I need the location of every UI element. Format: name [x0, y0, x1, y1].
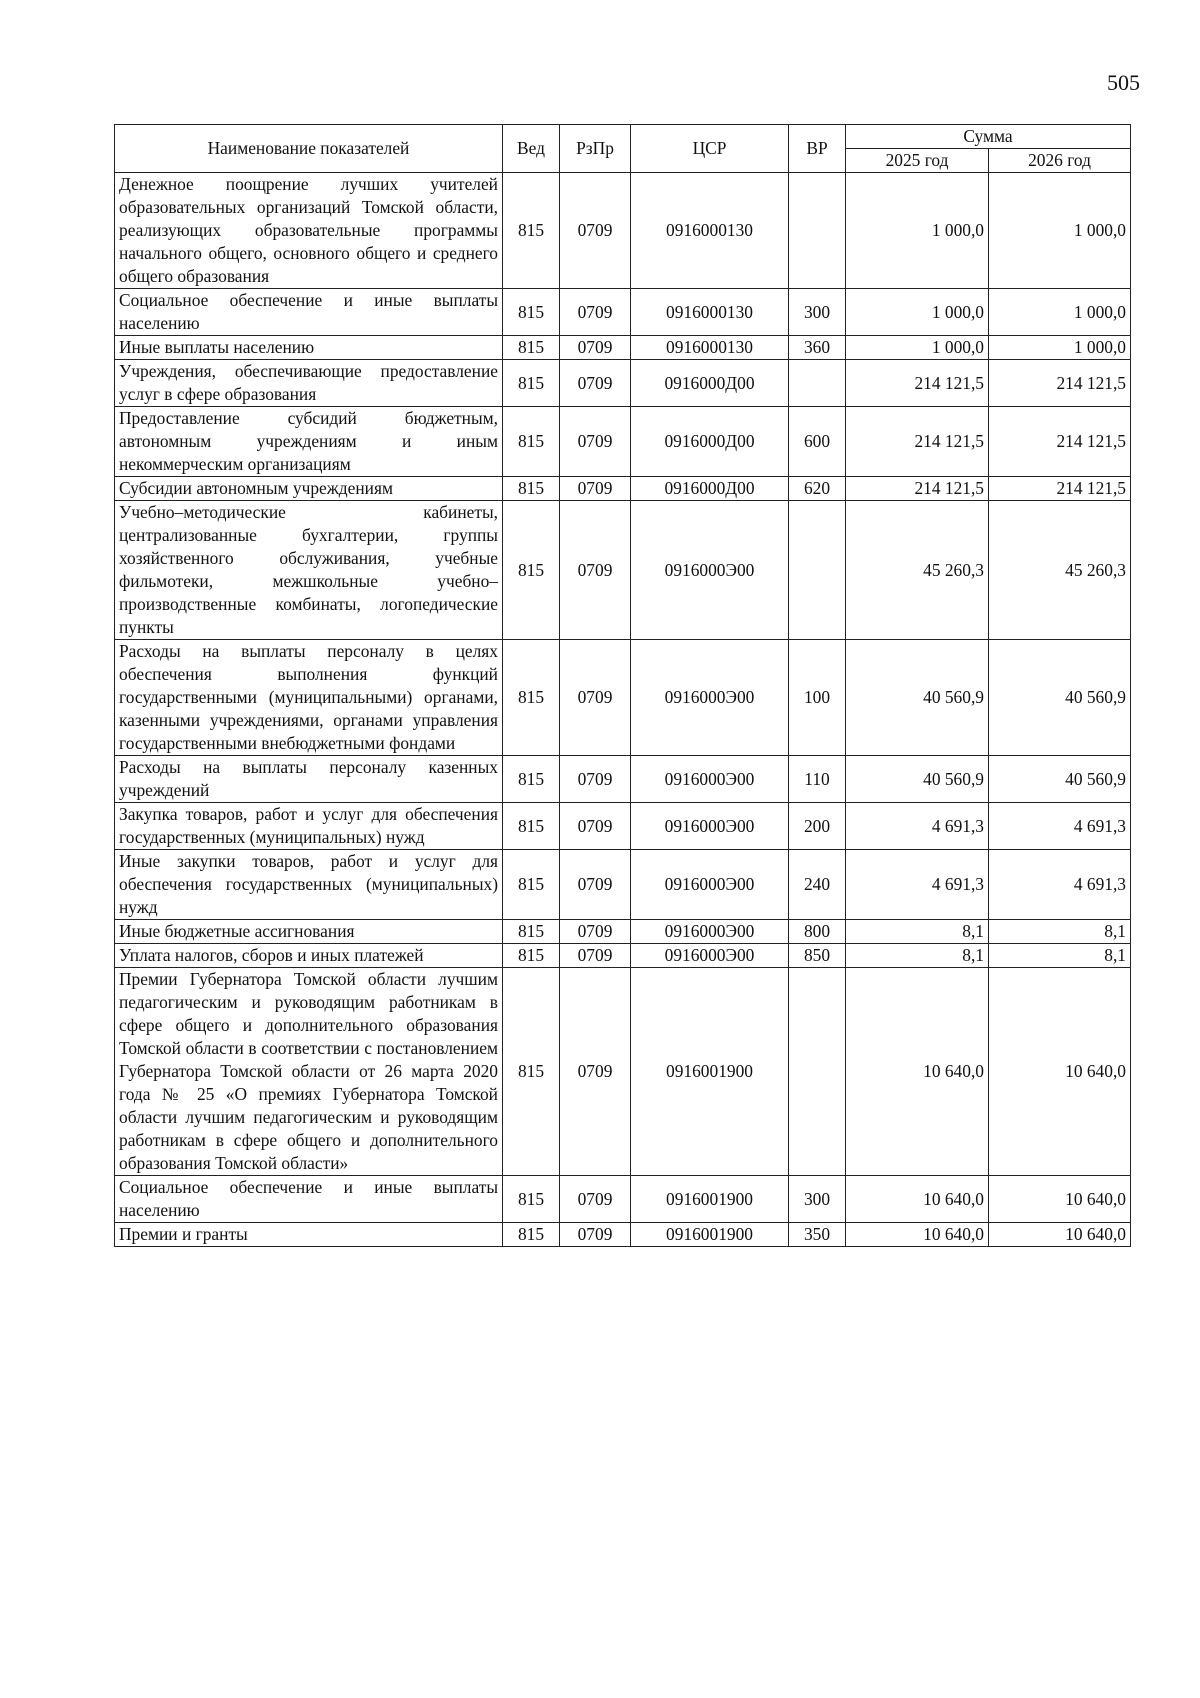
cell-rzpr: 0709 [560, 944, 631, 968]
cell-csr: 0916000Э00 [631, 920, 789, 944]
cell-vr: 240 [789, 850, 846, 920]
cell-ved: 815 [503, 360, 560, 407]
cell-rzpr: 0709 [560, 173, 631, 289]
cell-ved: 815 [503, 501, 560, 640]
cell-vr [789, 173, 846, 289]
budget-table [114, 124, 1131, 1247]
cell-ved: 815 [503, 640, 560, 756]
cell-vr: 100 [789, 640, 846, 756]
cell-name: Закупка товаров, работ и услуг для обеспечения государственных (муниципальных) нужд [115, 803, 503, 850]
cell-2026: 45 260,3 [989, 501, 1131, 640]
cell-csr: 0916000130 [631, 173, 789, 289]
header-2026: 2026 год [989, 149, 1131, 173]
cell-name: Премии и гранты [115, 1223, 503, 1247]
cell-2026: 40 560,9 [989, 756, 1131, 803]
cell-name: Субсидии автономным учреждениям [115, 477, 503, 501]
page-number: 505 [1107, 70, 1140, 95]
cell-vr: 110 [789, 756, 846, 803]
cell-2025: 40 560,9 [846, 640, 989, 756]
cell-rzpr: 0709 [560, 850, 631, 920]
cell-vr: 300 [789, 289, 846, 336]
cell-name: Денежное поощрение лучших учителей образовательных организаций Томской области, реализующих образовательные программы начального общего, основного общего и среднего общего образования [115, 173, 503, 289]
header-vr: ВР [789, 125, 846, 173]
cell-rzpr: 0709 [560, 501, 631, 640]
cell-csr: 0916000Д00 [631, 477, 789, 501]
header-sum: Сумма [846, 125, 1131, 149]
cell-ved: 815 [503, 477, 560, 501]
cell-ved: 815 [503, 920, 560, 944]
cell-vr: 800 [789, 920, 846, 944]
cell-ved: 815 [503, 1176, 560, 1223]
cell-csr: 0916001900 [631, 968, 789, 1176]
cell-ved: 815 [503, 968, 560, 1176]
table-row [115, 920, 1131, 944]
cell-rzpr: 0709 [560, 803, 631, 850]
cell-2026: 10 640,0 [989, 1223, 1131, 1247]
cell-vr: 600 [789, 407, 846, 477]
cell-2026: 1 000,0 [989, 336, 1131, 360]
table-row [115, 1176, 1131, 1223]
cell-vr: 350 [789, 1223, 846, 1247]
cell-2026: 40 560,9 [989, 640, 1131, 756]
cell-2025: 10 640,0 [846, 1223, 989, 1247]
table-row [115, 640, 1131, 756]
cell-ved: 815 [503, 944, 560, 968]
cell-rzpr: 0709 [560, 360, 631, 407]
cell-rzpr: 0709 [560, 289, 631, 336]
table-row [115, 360, 1131, 407]
cell-2026: 214 121,5 [989, 477, 1131, 501]
table-row [115, 756, 1131, 803]
header-ved: Вед [503, 125, 560, 173]
cell-2026: 1 000,0 [989, 173, 1131, 289]
cell-2025: 1 000,0 [846, 289, 989, 336]
table-row [115, 850, 1131, 920]
cell-name: Учреждения, обеспечивающие предоставление услуг в сфере образования [115, 360, 503, 407]
cell-rzpr: 0709 [560, 477, 631, 501]
cell-ved: 815 [503, 289, 560, 336]
cell-csr: 0916000Э00 [631, 640, 789, 756]
cell-name: Расходы на выплаты персоналу в целях обеспечения выполнения функций государственными (муниципальными) органами, казенными учреждениями, органами управления государственными внебюджетными фондами [115, 640, 503, 756]
cell-2025: 4 691,3 [846, 850, 989, 920]
cell-2025: 214 121,5 [846, 360, 989, 407]
cell-vr [789, 501, 846, 640]
cell-name: Социальное обеспечение и иные выплаты населению [115, 289, 503, 336]
cell-ved: 815 [503, 336, 560, 360]
header-rzpr: РзПр [560, 125, 631, 173]
cell-ved: 815 [503, 756, 560, 803]
cell-csr: 0916000Э00 [631, 944, 789, 968]
cell-vr: 200 [789, 803, 846, 850]
cell-rzpr: 0709 [560, 1223, 631, 1247]
cell-csr: 0916000Э00 [631, 850, 789, 920]
cell-2025: 45 260,3 [846, 501, 989, 640]
cell-2026: 214 121,5 [989, 360, 1131, 407]
cell-csr: 0916001900 [631, 1223, 789, 1247]
cell-2025: 214 121,5 [846, 477, 989, 501]
table-row [115, 968, 1131, 1176]
cell-vr: 620 [789, 477, 846, 501]
table-row [115, 803, 1131, 850]
cell-rzpr: 0709 [560, 336, 631, 360]
cell-2026: 4 691,3 [989, 850, 1131, 920]
cell-csr: 0916000130 [631, 336, 789, 360]
cell-vr: 360 [789, 336, 846, 360]
header-name: Наименование показателей [115, 125, 503, 173]
cell-2025: 8,1 [846, 920, 989, 944]
cell-name: Премии Губернатора Томской области лучшим педагогическим и руководящим работникам в сфере общего и дополнительного образования Томской области в соответствии с постановлением Губернатора Томской области от 26 марта 2020 года № 25 «О премиях Губернатора Томской области лучшим педагогическим и руководящим работникам в сфере общего и дополнительного образования Томской области» [115, 968, 503, 1176]
cell-rzpr: 0709 [560, 920, 631, 944]
cell-2025: 8,1 [846, 944, 989, 968]
cell-csr: 0916000Э00 [631, 501, 789, 640]
cell-2026: 10 640,0 [989, 1176, 1131, 1223]
cell-name: Уплата налогов, сборов и иных платежей [115, 944, 503, 968]
cell-2025: 40 560,9 [846, 756, 989, 803]
cell-rzpr: 0709 [560, 968, 631, 1176]
cell-2025: 10 640,0 [846, 968, 989, 1176]
table-row [115, 289, 1131, 336]
cell-name: Предоставление субсидий бюджетным, автономным учреждениям и иным некоммерческим организациям [115, 407, 503, 477]
table-header [115, 125, 1131, 173]
cell-rzpr: 0709 [560, 756, 631, 803]
header-2025: 2025 год [846, 149, 989, 173]
table-row [115, 944, 1131, 968]
cell-csr: 0916000Э00 [631, 756, 789, 803]
cell-2025: 214 121,5 [846, 407, 989, 477]
cell-2026: 214 121,5 [989, 407, 1131, 477]
cell-name: Иные выплаты населению [115, 336, 503, 360]
header-csr: ЦСР [631, 125, 789, 173]
table-row [115, 407, 1131, 477]
cell-csr: 0916000Д00 [631, 360, 789, 407]
cell-2026: 8,1 [989, 944, 1131, 968]
cell-2025: 1 000,0 [846, 336, 989, 360]
cell-csr: 0916000Д00 [631, 407, 789, 477]
cell-2026: 10 640,0 [989, 968, 1131, 1176]
cell-vr: 850 [789, 944, 846, 968]
table-body [115, 173, 1131, 1247]
table-row [115, 477, 1131, 501]
cell-name: Расходы на выплаты персоналу казенных учреждений [115, 756, 503, 803]
cell-ved: 815 [503, 407, 560, 477]
cell-ved: 815 [503, 850, 560, 920]
cell-ved: 815 [503, 1223, 560, 1247]
cell-name: Учебно–методические кабинеты, централизованные бухгалтерии, группы хозяйственного обслуживания, учебные фильмотеки, межшкольные учебно–производственные комбинаты, логопедические пункты [115, 501, 503, 640]
cell-csr: 0916001900 [631, 1176, 789, 1223]
cell-rzpr: 0709 [560, 407, 631, 477]
table-row [115, 1223, 1131, 1247]
cell-vr [789, 360, 846, 407]
cell-csr: 0916000Э00 [631, 803, 789, 850]
cell-ved: 815 [503, 803, 560, 850]
cell-vr [789, 968, 846, 1176]
cell-2026: 4 691,3 [989, 803, 1131, 850]
cell-2025: 10 640,0 [846, 1176, 989, 1223]
table-row [115, 501, 1131, 640]
cell-2025: 1 000,0 [846, 173, 989, 289]
cell-name: Социальное обеспечение и иные выплаты населению [115, 1176, 503, 1223]
cell-2026: 8,1 [989, 920, 1131, 944]
cell-2026: 1 000,0 [989, 289, 1131, 336]
table-row [115, 173, 1131, 289]
cell-vr: 300 [789, 1176, 846, 1223]
cell-2025: 4 691,3 [846, 803, 989, 850]
cell-ved: 815 [503, 173, 560, 289]
table-row [115, 336, 1131, 360]
cell-rzpr: 0709 [560, 640, 631, 756]
cell-name: Иные бюджетные ассигнования [115, 920, 503, 944]
cell-name: Иные закупки товаров, работ и услуг для обеспечения государственных (муниципальных) нужд [115, 850, 503, 920]
cell-rzpr: 0709 [560, 1176, 631, 1223]
cell-csr: 0916000130 [631, 289, 789, 336]
